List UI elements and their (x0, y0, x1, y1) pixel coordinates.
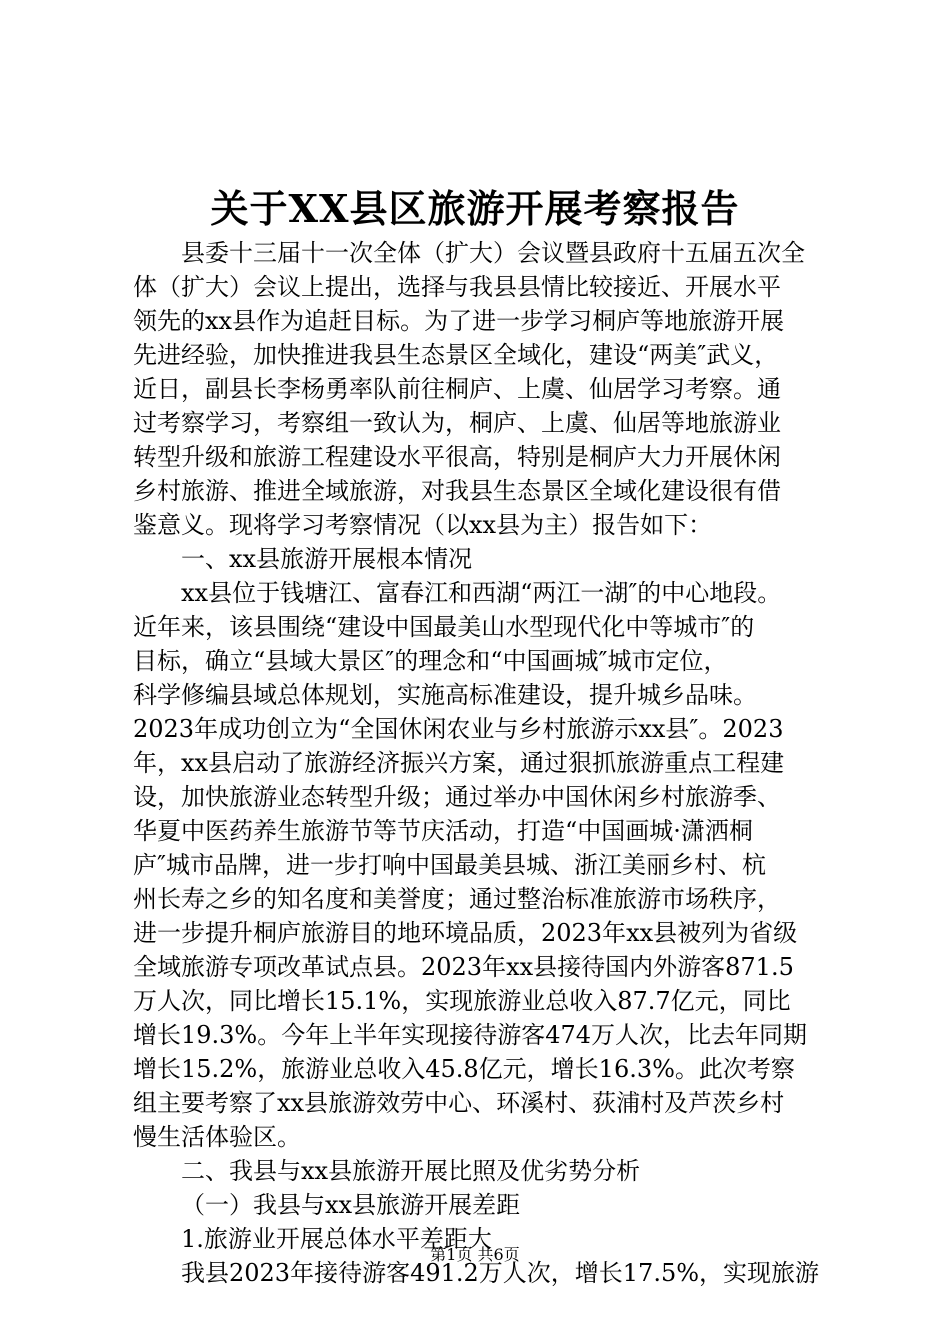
section-heading: 二、我县与xx县旅游开展比照及优劣势分析 (181, 1157, 641, 1185)
subsection-heading: 1.旅游业开展总体水平差距大 (181, 1225, 492, 1253)
document-body (133, 236, 845, 1290)
paragraph-line: 设，加快旅游业态转型升级；通过举办中国休闲乡村旅游季、 (133, 783, 781, 811)
paragraph-line: 年，xx县启动了旅游经济振兴方案，通过狠抓旅游重点工程建 (133, 749, 785, 777)
paragraph-line: 华夏中医药养生旅游节等节庆活动，打造“中国画城·潇洒桐 (133, 817, 753, 845)
paragraph-line: 乡村旅游、推进全域旅游，对我县生态景区全域化建设很有借 (133, 477, 781, 505)
paragraph-line: 转型升级和旅游工程建设水平很高，特别是桐庐大力开展休闲 (133, 443, 781, 471)
paragraph-line: 州长寿之乡的知名度和美誉度；通过整治标准旅游市场秩序， (133, 885, 781, 913)
paragraph-line: 我县2023年接待游客491.2万人次，增长17.5%，实现旅游 (181, 1259, 820, 1287)
paragraph-line: 全域旅游专项改革试点县。2023年xx县接待国内外游客871.5 (133, 953, 794, 981)
paragraph-line: 进一步提升桐庐旅游目的地环境品质，2023年xx县被列为省级 (133, 919, 798, 947)
paragraph-line: 万人次，同比增长15.1%，实现旅游业总收入87.7亿元，同比 (133, 987, 791, 1015)
paragraph-line: 过考察学习，考察组一致认为，桐庐、上虞、仙居等地旅游业 (133, 409, 781, 437)
paragraph-line: 2023年成功创立为“全国休闲农业与乡村旅游示xx县″。2023 (133, 715, 784, 743)
subsection-heading: （一）我县与xx县旅游开展差距 (181, 1191, 521, 1219)
paragraph-line: 慢生活体验区。 (133, 1123, 301, 1151)
paragraph-line: xx县位于钱塘江、富春江和西湖“两江一湖″的中心地段。 (181, 579, 782, 607)
section-heading: 一、xx县旅游开展根本情况 (181, 545, 473, 573)
paragraph-line: 科学修编县域总体规划，实施高标准建设，提升城乡品味。 (133, 681, 757, 709)
paragraph-line: 增长19.3%。今年上半年实现接待游客474万人次，比去年同期 (133, 1021, 808, 1049)
paragraph-line: 庐″城市品牌，进一步打响中国最美县城、浙江美丽乡村、杭 (133, 851, 766, 879)
paragraph-line: 县委十三届十一次全体（扩大）会议暨县政府十五届五次全 (181, 239, 805, 267)
paragraph-line: 近年来，该县围绕“建设中国最美山水型现代化中等城市″的 (133, 613, 755, 641)
paragraph-line: 组主要考察了xx县旅游效劳中心、环溪村、荻浦村及芦茨乡村 (133, 1089, 785, 1117)
document-title: 关于XX县区旅游开展考察报告 (210, 186, 740, 231)
paragraph-line: 先进经验，加快推进我县生态景区全域化，建设“两美″武义， (133, 341, 779, 369)
paragraph-line: 鉴意义。现将学习考察情况（以xx县为主）报告如下： (133, 511, 713, 539)
page-number-footer: 第1页 共6页 (430, 1245, 520, 1264)
paragraph-line: 领先的xx县作为追赶目标。为了进一步学习桐庐等地旅游开展 (133, 307, 785, 335)
paragraph-line: 目标，确立“县域大景区″的理念和“中国画城″城市定位， (133, 647, 728, 675)
paragraph-line: 体（扩大）会议上提出，选择与我县县情比较接近、开展水平 (133, 273, 781, 301)
paragraph-line: 近日，副县长李杨勇率队前往桐庐、上虞、仙居学习考察。通 (133, 375, 781, 403)
paragraph-line: 增长15.2%，旅游业总收入45.8亿元，增长16.3%。此次考察 (133, 1055, 795, 1083)
